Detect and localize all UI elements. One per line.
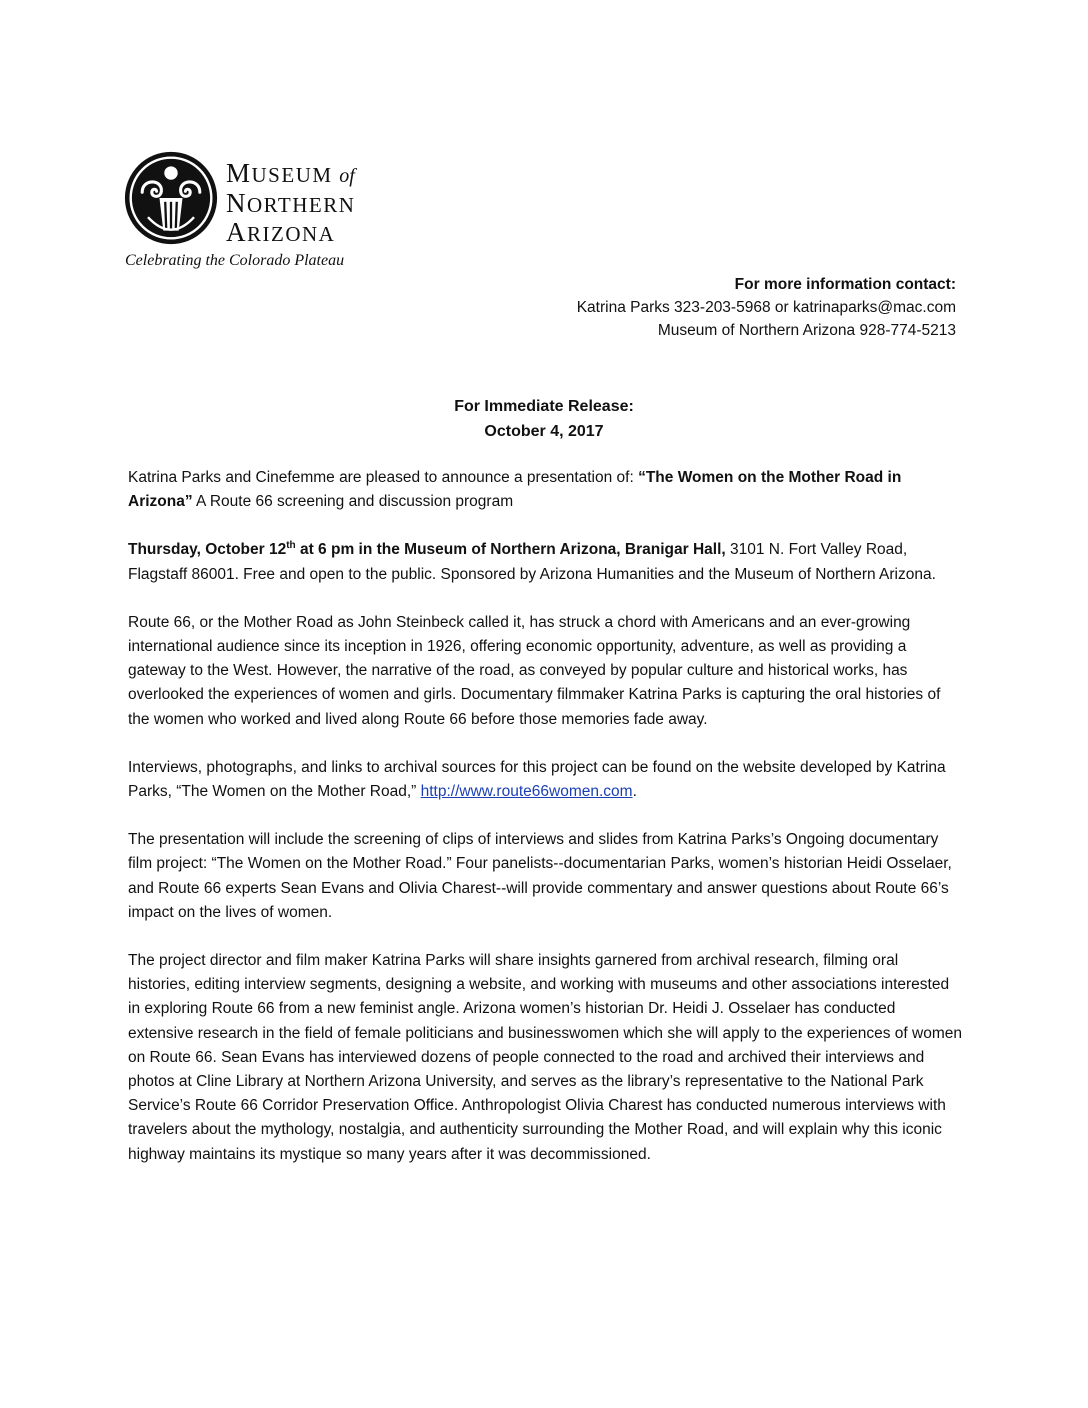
website-link[interactable]: http://www.route66women.com — [420, 783, 633, 801]
paragraph-route66-intro: Route 66, or the Mother Road as John Steinbeck called it, has struck a chord with Americans and an ever-growing international audience since its inception in 1926, offering economic opportunity, adventure, as well as providing a gateway to the West. However, the narrative of the road, as conveyed by popular culture and historical works, has overlooked the experiences of women and girls. Documentary filmmaker Katrina Parks is capturing the oral histories of the women who worked and lived along Route 66 before those memories fade away. — [128, 613, 941, 728]
event-date: Thursday, October 12 — [128, 541, 287, 559]
museum-wordmark — [226, 160, 355, 248]
contact-line-katrina: Katrina Parks 323-203-5968 or katrinaparks@mac.com — [576, 299, 956, 316]
contact-heading: For more information contact: — [734, 276, 956, 293]
logo-line1-of: of — [339, 165, 355, 187]
paragraph-event-details — [128, 538, 964, 586]
paragraph-panelists: The project director and film maker Katrina Parks will share insights garnered from archival research, filming oral histories, editing interview segments, designing a website, and working with museums and other associations interested in exploring Route 66 from a new feminist angle. Arizona women’s historian Dr. Heidi J. Osselaer has conducted extensive research in the field of female politicians and businesswomen which she will apply to the experiences of women on Route 66. Sean Evans has interviewed dozens of people connected to the road and archived their interviews and photos at Cline Library at Northern Arizona University, and serves as the library’s representative to the National Park Service’s Route 66 Corridor Preservation Office. Anthropologist Olivia Charest has conducted numerous interviews with travelers about the mythology, nostalgia, and authenticity surrounding the Mother Road, and will explain why this iconic highway maintains its mystique so many years after it was decommissioned. — [128, 952, 963, 1163]
event-address: 3101 N. Fort Valley Road, Flagstaff 86001. Free and open to the public. Sponsored by Arizona Humanities and the Museum of Northern Arizona. — [128, 541, 936, 583]
release-header — [0, 394, 1088, 444]
logo-line3: ARIZONA — [226, 217, 336, 247]
contact-line-museum: Museum of Northern Arizona 928-774-5213 — [657, 322, 956, 339]
logo-line1: USEUM — [251, 163, 333, 187]
program-title: “The Women on the Mother Road in Arizona” — [128, 469, 902, 511]
museum-emblem-icon — [123, 150, 219, 246]
release-label: For Immediate Release: — [454, 398, 634, 415]
press-release-body — [128, 466, 964, 1191]
event-time-venue: at 6 pm in the Museum of Northern Arizona, Branigar Hall, — [295, 541, 726, 559]
release-date: October 4, 2017 — [484, 423, 604, 440]
paragraph-announcement — [128, 466, 964, 514]
website-text: Interviews, photographs, and links to archival sources for this project can be found on the website developed by Katrina Parks, “The Women on the Mother Road,” — [128, 758, 946, 801]
logo-tagline: Celebrating the Colorado Plateau — [125, 252, 345, 269]
date-suffix: th — [286, 540, 296, 552]
website-after: . — [632, 783, 637, 801]
announcement-after: A Route 66 screening and discussion program — [192, 493, 514, 511]
logo-line2: NORTHERN — [226, 188, 356, 218]
paragraph-website — [128, 756, 964, 804]
announcement-text: Katrina Parks and Cinefemme are pleased to announce a presentation of: — [128, 469, 639, 486]
museum-logo — [123, 150, 393, 275]
paragraph-presentation: The presentation will include the screening of clips of interviews and slides from Katrina Parks’s Ongoing documentary film project: “The Women on the Mother Road.” Four panelists--documentarian Parks, women’s historian Heidi Osselaer, and Route 66 experts Sean Evans and Olivia Charest--will provide commentary and answer questions about Route 66’s impact on the lives of women. — [128, 831, 952, 921]
logo-initial-m: M — [226, 158, 252, 188]
contact-block — [577, 273, 956, 342]
